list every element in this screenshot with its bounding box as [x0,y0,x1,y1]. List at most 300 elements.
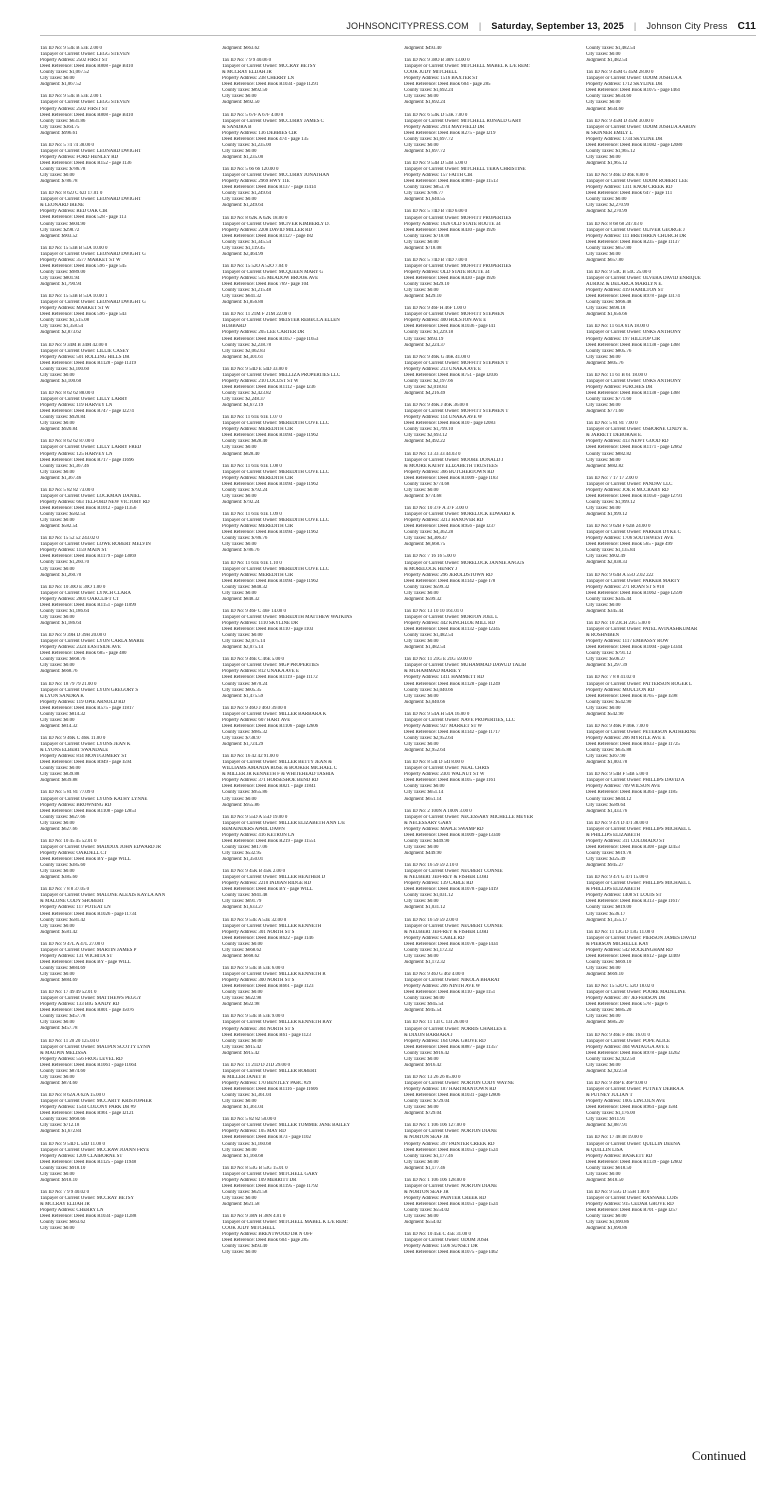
record-line: Tax ID No: 9 46O J 46O 39.00 0 [222,705,287,711]
record-line: Judgment: $599.32 [404,596,442,602]
record-line: County Taxes: $1,235.00 [222,142,272,148]
record-line: Taxpayer or Current Owner: LEONARD DWIGHT [40,148,142,154]
record-line: City Taxes: $915.42 [222,1044,262,1050]
record-line: County Taxes: $669.10 [586,959,632,965]
record-line: Judgment: $1,067.52 [40,82,82,88]
record-line: & MUHAMMAD MARIE Y [404,669,462,675]
record-line: City Taxes: $0.00 [404,487,439,493]
record-line: County Taxes: $554.02 [404,1208,450,1214]
record-line: Judgment: $1,482.54 [404,645,446,651]
record-line: City Taxes: $0.00 [222,1099,257,1105]
record-line: Tax ID No: 8 62 62 87.00 0 [40,439,94,445]
tax-record [40,46,210,88]
record-line: Taxpayer or Current Owner: LILLIE CASEY [40,348,130,354]
record-line: Tax ID No: 2 100N A 100N 3.00 0 [404,808,472,814]
tax-record [586,1081,756,1129]
record-line: Taxpayer or Current Owner: NEUBERT CONNIE [404,923,503,929]
record-line: Property Address: 311 COLORADO ST [586,838,665,844]
record-line: City Taxes: $605.35 [222,687,262,693]
record-line: County Taxes: $844.12 [586,796,632,802]
record-line: Property Address: BRENTWOOD DR N OFF [222,1232,313,1238]
record-line: Deed Reference: Deed Book R1075 - page I462 [404,1250,498,1256]
record-line: Tax ID No: 9 47L A 47L 27.00 0 [40,941,104,947]
record-line: City Taxes: $1,119.45 [222,245,265,251]
record-line: Judgment: $1,672.84 [40,1129,82,1135]
tax-record [404,209,574,251]
record-line: Deed Reference: Deed Book 596 - page 545 [40,263,127,269]
record-line: Tax ID No: 5 74D B 74D 7.00 0 [404,257,468,263]
record-line: Tax ID No: 7 9 9 40.02 0 [40,1189,90,1195]
record-line: Judgment: $4,492.22 [404,439,446,445]
record-line: Tax ID No: 5 74 74 38.00 0 [40,142,94,148]
record-line: Taxpayer or Current Owner: PETERSON KATHERINE [586,729,697,735]
record-line: City Taxes: $0.00 [40,518,75,524]
tax-record [586,1135,756,1183]
tax-record [40,1190,210,1232]
record-line: County Taxes: $627.66 [40,814,86,820]
record-line: Deed Reference: Deed Book R1179 - page I3069 [40,554,137,560]
record-line: Tax ID No: 9 53E B 53E 6.00 0 [222,966,285,972]
record-line: County Taxes: $791.12 [586,651,632,657]
record-line: Taxpayer or Current Owner: MEREDITH COVE LLC [222,518,329,524]
record-line: Tax ID No: 8 54I D 54I 8.00 0 [404,760,464,766]
record-line: Property Address: CABLE RD [404,935,465,941]
record-line: Judgment: $1,999.12 [586,512,628,518]
tax-record [222,1063,392,1111]
record-line: & NORTON SEAF JR [404,1189,449,1195]
record-line: Property Address: 442 KINCHLOE MILL RD [404,621,495,627]
record-line: Judgment: $839.88 [40,778,78,784]
record-line: Deed Reference: Deed Book R1094 - page I1962 [222,481,319,487]
record-line: Property Address: 271 ROAN ST S #10 [586,584,665,590]
record-line: Property Address: 1209 CLAIBORNE ST [40,1153,123,1159]
issue-date: Saturday, September 13, 2025 [491,21,624,31]
record-line: City Taxes: $0.00 [40,717,75,723]
record-line: Judgment: $542.90 [586,711,624,717]
tax-record [40,1039,210,1087]
record-line: Taxpayer or Current Owner: MEREDITH MATTHEW WATKINS [222,614,353,620]
record-line: Taxpayer or Current Owner: ONKS ANTHONY [586,378,682,384]
tax-record [586,772,756,814]
record-line: County Taxes: $449.90 [404,838,450,844]
record-line: County Taxes: $0.00 [40,766,81,772]
record-line: Judgment: $8,668.75 [404,542,446,548]
record-line: Taxpayer or Current Owner: MATTHEWS PEGGY [40,996,142,1002]
record-line: City Taxes: $325.49 [586,857,626,863]
record-line: Deed Reference: Deed Book R61 - page I123 [222,1032,311,1038]
record-line: Tax ID No: 15 53B B 53A 10.00 0 [40,245,108,251]
record-line: City Taxes: $0.00 [404,1214,439,1220]
record-line: Property Address: 1544 COLONY PARK DR #9 [40,1105,136,1111]
record-line: City Taxes: $0.00 [40,1226,75,1232]
record-line: Deed Reference: Deed Book R110 - page I103 [222,627,314,633]
record-line: City Taxes: $668.62 [222,947,262,953]
record-line: Judgment: $1,350.01 [222,857,264,863]
record-line: Property Address: BASKETT RD [586,1153,653,1159]
record-line: Judgment: $1,160.68 [222,1153,264,1159]
record-line: City Taxes: $945.54 [404,1002,444,1008]
record-line: County Taxes: $941.48 [222,893,268,899]
record-line: Judgment: $1,031.12 [404,905,446,911]
record-line: Deed Reference: Deed Book R765 - page I598 [586,693,678,699]
notice-columns [40,46,756,1466]
record-line: Property Address: 1516 BAXTER ST [404,76,478,82]
record-line: Deed Reference: Deed Book R622 - page I146 [222,935,314,941]
record-line: County Taxes: $668.76 [40,657,86,663]
record-line: City Taxes: $738.97 [222,736,262,741]
record-line: Deed Reference: Deed Book R308 - page I2453 [586,844,680,850]
record-line: Property Address: 814 MONTGOMERY ST [40,754,128,760]
record-line: Judgment: $792.24 [222,499,260,505]
record-line: County Taxes: $685.20 [586,1008,632,1014]
record-line: Property Address: 117 POTEAT LN [40,905,111,911]
record-line: Tax ID No: 9 47I G 47I 15.00 0 [586,875,649,881]
tax-record [586,984,756,1026]
record-line: Taxpayer or Current Owner: ODOM JOSH [404,1238,489,1244]
tax-record [404,609,574,651]
record-line: City Taxes: $2,018.83 [404,384,448,390]
site-name[interactable]: JOHNSONCITYPRESS.COM [346,21,469,31]
record-line: Deed Reference: Deed Book R152 - page I136 [40,160,132,166]
record-line: & MILLER JANET B [222,1074,266,1080]
record-line: City Taxes: $298.72 [40,227,80,233]
record-line: County Taxes: $0.00 [404,784,445,790]
record-line: Deed Reference: Deed Book R105 - page I161 [404,778,496,784]
record-line: Tax ID No: 13 10 10 161.01 0 [404,608,463,614]
record-line: Deed Reference: Deed Book R1004 - page I3344 [586,645,683,651]
column-1 [40,46,210,1466]
record-line: Judgment: $554.02 [404,1220,442,1226]
record-line: County Taxes: $918.10 [40,1165,86,1171]
record-line: Taxpayer or Current Owner: PHILLIPS MICHAEL L [586,826,692,832]
record-line: County Taxes: $2,922.50 [586,1056,636,1062]
record-line: Taxpayer or Current Owner: NORRIS CHARLES E [404,1026,507,1032]
record-line: City Taxes: $0.00 [404,94,439,100]
record-line: County Taxes: $1,067.52 [40,70,90,76]
record-line: City Taxes: $0.00 [222,796,257,802]
record-line: County Taxes: $1,176.00 [586,1111,636,1117]
record-line: Taxpayer or Current Owner: MILLER KENNETH RAY [222,1020,333,1026]
tax-record [40,143,210,185]
tax-record [222,561,392,603]
record-line: Tax ID No: 15 52O A 52O 7.04 0 [222,263,288,269]
record-line: County Taxes: $429.10 [404,282,450,288]
record-line: City Taxes: $1,690.86 [586,1220,630,1226]
record-line: & LYON SANDRA K [40,693,84,699]
record-line: Deed Reference: Deed Book R235 - page I1137 [586,239,680,245]
record-line: City Taxes: $364.75 [40,124,80,130]
record-line: & DIXON BARBARA J [404,1032,453,1038]
record-line: Tax ID No: 10 37F A 37F 3.00 0 [404,506,468,512]
record-line: Judgment: $892.50 [222,100,260,106]
record-line: County Taxes: $619.78 [586,850,632,856]
record-line: Property Address: 2801 OAKCLIFT CT [40,596,119,602]
record-line: Property Address: 515 MEADOW BROOK AVE [222,276,319,282]
record-line: Judgment: $1,433.76 [586,808,628,814]
record-line: Property Address: 119 OPIE ARNOLD RD [40,699,125,705]
record-line: Deed Reference: Deed Book R1034 - page I1291 [222,82,319,88]
tax-record [222,312,392,360]
record-line: Property Address: 2969 HWY 11E [222,179,290,185]
record-line: Judgment: $1,633.27 [222,905,264,911]
record-line: County Taxes: $1,177.46 [404,1153,454,1159]
tax-record [586,821,756,869]
tax-record [586,119,756,167]
tax-record [222,46,392,52]
record-line: Taxpayer or Current Owner: MITCHELL MABEL K L/E REM: [222,1220,348,1226]
record-line: Taxpayer or Current Owner: MITCHELL TERA CHRISTINE [404,167,526,173]
record-line: Taxpayer or Current Owner: LOWE ROBERT MELVIN [40,542,151,548]
record-line: Deed Reference: Deed Book R1094 - page I1962 [222,578,319,584]
record-line: Tax ID No: 8 68 68 247.03 0 [586,221,643,227]
record-line: City Taxes: $0.00 [404,1159,439,1165]
record-line: Tax ID No: 9 38N H 38N 4.01 0 [222,1214,286,1220]
record-line: Deed Reference: Deed Book R1125 - page I1948 [40,1159,137,1165]
record-line: Property Address: 501 ROLLING HILLS DR [40,354,130,360]
record-line: County Taxes: $2,197.66 [404,378,454,384]
record-line: Property Address: CHERRY LN [40,1208,104,1214]
record-line: County Taxes: $1,692.24 [404,88,454,94]
record-line: Taxpayer or Current Owner: QUILLIN DEENA [586,1141,681,1147]
tax-record [404,809,574,857]
tax-record [40,736,210,784]
record-line: Property Address: 109 MERRITT DR [222,1177,297,1183]
record-line: Taxpayer or Current Owner: OLVERA DAVID ENRIQUE [586,276,701,282]
record-line: Tax ID No: 1 106 106 128.00 0 [404,1177,466,1183]
record-line: Judgment: $805.76 [586,360,624,366]
record-line: County Taxes: $1,965.12 [586,148,636,154]
record-line: HUBBARD [222,324,246,330]
tax-record [404,972,574,1014]
record-line: Tax ID No: 9 46E C 46E 5.00 0 [222,657,285,663]
column-2 [222,46,392,1466]
record-line: Tax ID No: 9 62B F 62B 24.00 0 [586,524,651,530]
record-line: Property Address: OLD STATE ROUTE 34 [404,269,490,275]
record-line: City Taxes: $0.00 [404,844,439,850]
record-line: Deed Reference: Deed Book R275 - page I219 [404,130,496,136]
record-line: City Taxes: $0.00 [586,154,621,160]
tax-record [40,585,210,627]
record-line: Property Address: 206 NINTH AVE W [404,984,481,990]
record-line: County Taxes: $1,345.54 [222,239,272,245]
record-line: Deed Reference: Deed Book R1009 - page I183 [404,475,498,481]
record-line: Tax ID No: 11 61A 61A 18.00 0 [586,324,649,330]
record-line: County Taxes: $4,362.28 [404,530,454,536]
tax-record [404,258,574,300]
record-line: Judgment: $651.14 [404,796,442,802]
record-line: Judgment: $2,952.64 [404,748,446,754]
record-line: Taxpayer or Current Owner: ONKS ANTHONY [586,330,682,336]
record-line: Deed Reference: Deed Book R430 - page I926 [404,227,496,233]
record-line: Tax ID No: 7 8 8 41.02 0 [586,675,636,681]
record-line: & PUTNEY JULIAN T [586,1093,633,1099]
record-line: County Taxes: $2,423.82 [222,391,272,396]
record-line: Tax ID No: 16 59 59 2.00 0 [404,917,458,923]
record-line: Deed Reference: Deed Book R575 - page I1817 [40,705,134,711]
record-line: County Taxes: $729.04 [404,1099,450,1105]
record-line: Deed Reference: Deed Book R887 - page I1357 [404,1044,498,1050]
record-line: Tax ID No: 9 53E A 53E 32.00 0 [222,917,287,923]
record-line: Judgment: $1,965.12 [586,160,628,166]
record-line: Taxpayer or Current Owner: LYON CARLA MARIE [40,639,145,645]
record-line: Tax ID No: 10 45E C 45E 31.00 0 [404,1232,471,1238]
record-line: Property Address: 927 MARKET ST W [404,723,483,729]
record-line: County Taxes: $1,697.72 [404,136,454,142]
record-line: City Taxes: $622.98 [222,996,262,1002]
record-line: Deed Reference: Deed Book R1062 - page I2599 [586,590,683,596]
record-line: Judgment: $2,270.99 [586,209,628,215]
continued-label: Continued [691,1448,746,1463]
record-line: County Taxes: $0.00 [222,990,263,996]
record-line: Judgment: $774.68 [404,493,442,499]
record-line: Taxpayer or Current Owner: MALONE ALEXIS KAYLA ANN [40,893,166,899]
record-line: Judgment: $814.32 [40,723,78,729]
record-line: Taxpayer or Current Owner: LYON GREGORY S [40,687,139,693]
record-line: Property Address: 1626 OLD STATE ROUTE 34 [404,221,501,227]
record-line: Tax ID No: 15 52O C 52O 18.02 0 [586,984,654,990]
record-line: City Taxes: $0.00 [222,590,257,596]
record-line: & NEUBERT JEFFREY & FISHER LORI [404,875,489,881]
record-line: Judgment: $996.61 [40,130,78,136]
record-line: Deed Reference: Deed Book R717 - page I1696 [40,457,134,463]
record-line: Deed Reference: Deed Book R1195 - page I1792 [222,1183,319,1189]
record-line: Taxpayer or Current Owner: MILLER HEATHER D [222,875,326,881]
record-line: Property Address: MOULTON RD [586,687,655,693]
record-line: City Taxes: $0.00 [404,899,439,905]
record-line: & MCCRAY ELIJAH JR [40,1202,90,1208]
record-line: Tax ID No: 9 45K B 45K 2.00 0 [222,869,286,875]
record-line: Property Address: 1005 LINCOLN AVE [586,1099,666,1105]
record-line: County Taxes: $1,515.08 [40,318,90,324]
record-line: Property Address: 1506 SUNSET DR [404,1244,478,1250]
record-line: Taxpayer or Current Owner: POORE MADELINE [586,990,686,996]
tax-record [40,990,210,1032]
record-line: City Taxes: $0.00 [222,493,257,499]
tax-record [404,1020,574,1068]
tax-record [404,452,574,500]
record-line: COOK JUDY MITCHELL [404,70,458,76]
column-4 [586,46,756,1466]
record-line: Deed Reference: Deed Book R1050 - page I2791 [586,493,683,499]
record-line: Property Address: 2210 INDIAN RIDGE RD [222,881,311,887]
record-line: City Taxes: $0.00 [404,239,439,245]
tax-record [40,343,210,385]
record-line: Judgment: $2,075.14 [222,645,264,651]
record-line: Taxpayer or Current Owner: NORTON DIANE [404,1129,498,1135]
tax-record [40,294,210,336]
record-line: Tax ID No: 9 46K P 46K 7.00 0 [586,723,649,729]
record-line: Judgment: $449.90 [404,850,442,856]
record-line: Taxpayer or Current Owner: MITCHELL GARY [222,1171,319,1177]
tax-record [404,46,574,52]
record-line: Deed Reference: Deed Book 604 - page 285 [404,82,491,88]
record-line: County Taxes: $0.00 [586,1214,627,1220]
record-line: & PHILLIPS ELIZABETH [586,832,641,838]
record-line: City Taxes: $532.95 [222,850,262,856]
record-line: Tax ID No: 13 26 26 85.00 0 [404,1074,461,1080]
record-line: Taxpayer or Current Owner: NEAL CHRIS [404,766,490,772]
record-line: Tax ID No: 9 53E B 53E 9.00 0 [222,1014,285,1020]
record-line: Deed Reference: Deed Book R110 - page I151 [404,990,496,996]
record-line: Deed Reference: Deed Book R701 - page I257 [586,1208,678,1214]
tax-record [586,724,756,766]
record-line: Judgment: $1,297.39 [586,663,628,669]
record-line: Property Address: JOE R MCCRARY RD [586,487,669,493]
record-line: Deed Reference: Deed Book R1108 - page I2853 [40,808,137,814]
record-line: Taxpayer or Current Owner: OSBORNE CINDY K. [586,427,689,433]
record-line: Property Address: 213 UNAKA AVE E [404,366,481,372]
record-line: Property Address: 1311 KNOB CREEK RD [586,185,673,191]
record-line: City Taxes: $0.00 [586,505,621,511]
tax-record [40,1093,210,1135]
record-line: Property Address: 2301 WALNUT ST W [404,772,485,778]
record-line: Taxpayer or Current Owner: ODOM JOSHUA AARON [586,124,696,130]
record-line: County Taxes: $1,031.12 [404,893,454,899]
record-line: Judgment: $1,361.04 [222,1105,264,1111]
record-line: Tax ID No: 9 53E B 53E 2.00 0 [40,46,103,51]
record-line: & PHILLIPS ELIZABETH [586,887,641,893]
tax-record [222,706,392,748]
record-line: & MALONE CODY SHOBERT [40,899,105,905]
record-line: Deed Reference: Deed Book R1138 - page I368 [586,391,680,396]
record-line: Tax ID No: 10 23CH 23G 5.00 0 [586,621,651,627]
tax-record [40,887,210,935]
record-line: County Taxes: $657.80 [586,245,632,251]
record-line: Deed Reference: Deed Book R1051 - page I524 [404,1147,498,1153]
record-line: Judgment: $918.10 [40,1177,78,1183]
record-line: County Taxes: $985.32 [222,729,268,735]
record-line: City Taxes: $0.00 [40,1171,75,1177]
record-line: Taxpayer or Current Owner: LEGG STEVEN [40,100,130,106]
record-line: City Taxes: $0.00 [586,457,621,463]
record-line: Deed Reference: Deed Book 565 - page 499 [586,542,673,548]
record-line: Judgment: $627.66 [40,826,78,832]
record-line: Property Address: 2324 EASTSIDE AVE [40,645,121,651]
tax-record [404,1075,574,1117]
record-line: Property Address: 131 WICHITA ST [40,953,113,959]
record-line: County Taxes: $892.50 [222,88,268,94]
record-line: Property Address: 307 JEFFERSON DR [586,996,666,1002]
record-line: Property Address: 125 HARVEY LN [40,451,113,457]
record-line: Tax ID No: 9 47I D 47I 38.00 0 [586,820,649,826]
record-line: Judgment: $1,003.78 [586,760,628,766]
record-line: Deed Reference: Deed Book 528 - page 113 [40,215,127,221]
record-line: Tax ID No: 7 16 16 5.00 0 [404,554,456,560]
record-line: Deed Reference: Deed Book R1151 - page I1099 [40,602,137,608]
record-line: Property Address: 301 NORTH ST S [222,929,295,935]
record-line: & QUILLIN LISA [586,1147,623,1153]
tax-record [222,113,392,161]
record-line: Property Address: 238 CHERRY LN [222,76,295,82]
record-line: Deed Reference: Deed Book R1061 - page I1664 [40,1062,137,1068]
record-line: Taxpayer or Current Owner: MOFFITT STEPHEN T [404,360,509,366]
record-line: County Taxes: $621.58 [222,1189,268,1195]
record-line: City Taxes: $0.00 [586,403,621,409]
record-line: Taxpayer or Current Owner: LOCKMAN DANIEL [40,493,141,499]
record-line: Taxpayer or Current Owner: MCCURRY JAMES C [222,118,324,124]
record-line: County Taxes: $634.60 [586,94,632,100]
record-line: & PIERSON MICHELLE KAY [586,941,649,947]
record-line: Property Address: 139 CABLE RD [404,881,474,887]
record-line: Deed Reference: Deed Book R1094 - page I1962 [222,530,319,536]
record-line: County Taxes: $1,482.54 [586,46,636,51]
record-line: Deed Reference: Deed Book R1112 - page I236 [222,384,316,390]
record-line: Property Address: MEREDITH CIR [222,524,294,530]
record-line: Taxpayer or Current Owner: OLIVER GEORGE J [586,227,685,233]
record-line: Deed Reference: Deed Book R612 - page I2469 [586,953,680,959]
record-line: Tax ID No: 6 53K D 53K 7.00 0 [404,112,468,118]
record-line: Tax ID No: 11 20 20 125.04 0 [40,1038,99,1044]
